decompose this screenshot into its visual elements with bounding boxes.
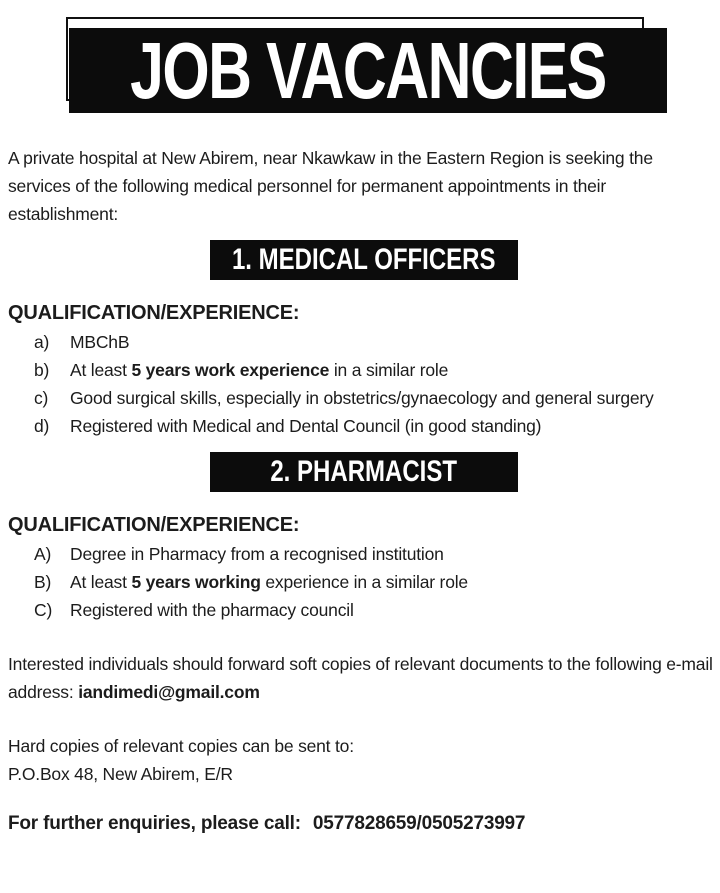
list-item-label: B) [34,572,52,592]
list-item-text: MBChB [70,332,130,352]
section-banner-title: 1. MEDICAL OFFICERS [232,243,496,276]
qualification-heading: QUALIFICATION/EXPERIENCE: [8,302,300,324]
intro-paragraph: A private hospital at New Abirem, near Nkawkaw in the Eastern Region is seeking the services of the following medical personnel for permanent appointments in their establishment: [8,148,653,224]
po-box-line: P.O.Box 48, New Abirem, E/R [8,764,233,784]
list-item-text: Registered with the pharmacy council [70,600,354,620]
page-title: JOB VACANCIES [130,25,606,115]
list-item-text: Good surgical skills, especially in obstetrics/gynaecology and general surgery [70,388,654,408]
hard-copies-paragraph [0,732,720,788]
email-address: iandimedi@gmail.com [78,682,260,702]
list-item [0,384,720,412]
list-item-label: C) [34,600,53,620]
job-vacancies-banner [0,0,720,130]
section-banner-title: 2. PHARMACIST [270,455,458,488]
hard-copies-line: Hard copies of relevant copies can be sent to: [8,736,354,756]
list-item [0,540,720,568]
banner-black-box [69,25,667,115]
list-item-label: d) [34,416,50,436]
list-item-label: c) [34,388,49,408]
qualification-list [0,328,720,440]
qualification-list [0,540,720,624]
soft-copies-text: Interested individuals should forward soft copies of relevant documents to the following e-mail address: [8,654,713,702]
list-item [0,328,720,356]
soft-copies-paragraph [0,650,720,706]
list-item [0,596,720,624]
section-banner [210,452,518,492]
enquiries-line [0,810,720,838]
list-item [0,412,720,440]
qualification-heading: QUALIFICATION/EXPERIENCE: [8,514,300,536]
list-item-label: b) [34,360,50,380]
phone-numbers: 0577828659/0505273997 [312,813,526,834]
job-section [0,240,720,440]
list-item-text: Degree in Pharmacy from a recognised institution [70,544,444,564]
list-item-label: a) [34,332,50,352]
enquiries-label: For further enquiries, please call: [8,813,301,834]
sections-container [0,240,720,624]
list-item [0,356,720,384]
list-item-label: A) [34,544,52,564]
job-section [0,452,720,624]
list-item-text: At least 5 years working experience in a similar role [70,572,468,592]
list-item-text: Registered with Medical and Dental Council (in good standing) [70,416,542,436]
list-item-text: At least 5 years work experience in a similar role [70,360,449,380]
list-item [0,568,720,596]
section-banner [210,240,518,280]
